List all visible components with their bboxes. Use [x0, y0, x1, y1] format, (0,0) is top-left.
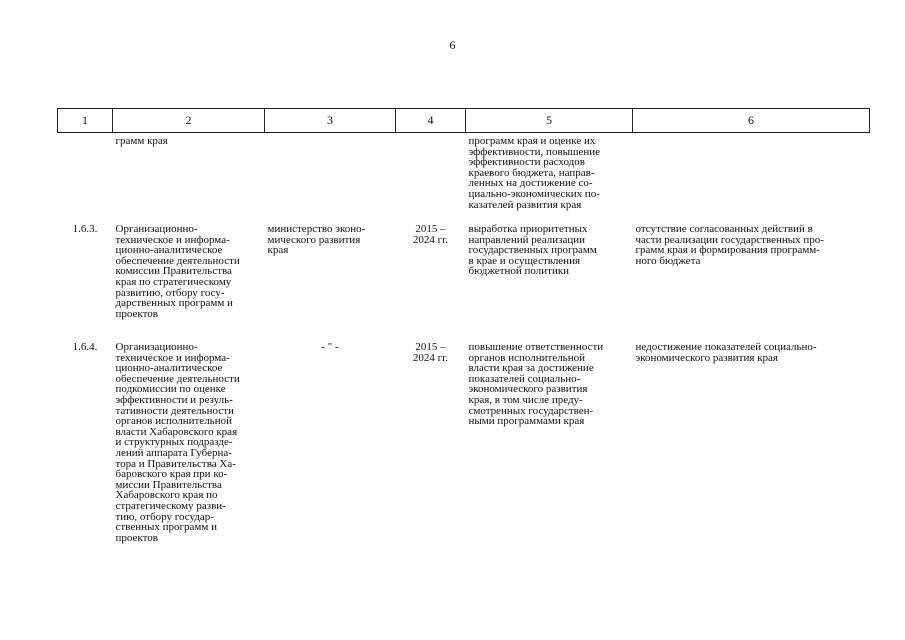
measure-cell: Организационно- техническое и информа- ционно-аналитическое обеспечение деятельности подкомиссии по оценке эффективности и резуль- тативности деятельности органов исполнительной власти Хабаровского края и структурных подразде- лений аппарата Губерна- тора и Правительства Ха- баровского края при ко- миссии Правительства Хабаровского края по стратегическому разви- тию, отбору государ- ственных программ и проектов	[115, 341, 240, 544]
column-header: 3	[265, 109, 396, 133]
column-header: 2	[113, 109, 265, 133]
consequence-cell: недостижение показателей социально- экономического развития края	[635, 341, 817, 364]
table-row	[58, 133, 870, 225]
item-number: 1.6.3.	[72, 223, 98, 235]
executor-cell: министерство эконо- мического развития края	[267, 223, 366, 257]
result-cell: программ края и оценке их эффективности, повышение эффективности расходов краевого бюджета, направ- ленных на достижение со- циально-экономических по- казателей развития края	[468, 135, 601, 211]
column-header: 4	[396, 109, 466, 133]
consequence-cell: отсутствие согласованных действий в части реализации государственных про- грамм края и формирования программ- ного бюджета	[635, 223, 824, 267]
executor-cell	[265, 133, 396, 225]
table-row	[58, 342, 870, 582]
executor-cell: - " -	[321, 341, 339, 353]
column-header: 5	[466, 109, 633, 133]
result-cell: повышение ответственности органов исполнительной власти края за достижение показателей социально- экономического развития края, в том числе преду- смотренных государствен- ными программами края	[468, 341, 604, 428]
item-number	[58, 133, 113, 225]
measure-cell: грамм края	[115, 135, 168, 147]
table-header-row	[58, 109, 870, 133]
measure-cell: Организационно- техническое и информа- ционно-аналитическое обеспечение деятельности комиссии Правительства края по стратегическому развитию, отбору госу- дарственных программ и проектов	[115, 223, 240, 320]
column-header: 6	[633, 109, 870, 133]
column-header: 1	[58, 109, 113, 133]
page-number: 6	[449, 38, 456, 52]
period-cell: 2015 – 2024 гг.	[412, 341, 449, 364]
item-number: 1.6.4.	[72, 341, 98, 353]
consequence-cell	[633, 133, 870, 225]
table-row	[58, 224, 870, 342]
measures-table	[57, 108, 870, 582]
result-cell: выработка приоритетных направлений реализации государственных программ в крае и осуществления бюджетной политики	[468, 223, 597, 278]
period-cell: 2015 – 2024 гг.	[412, 223, 449, 246]
period-cell	[396, 133, 466, 225]
